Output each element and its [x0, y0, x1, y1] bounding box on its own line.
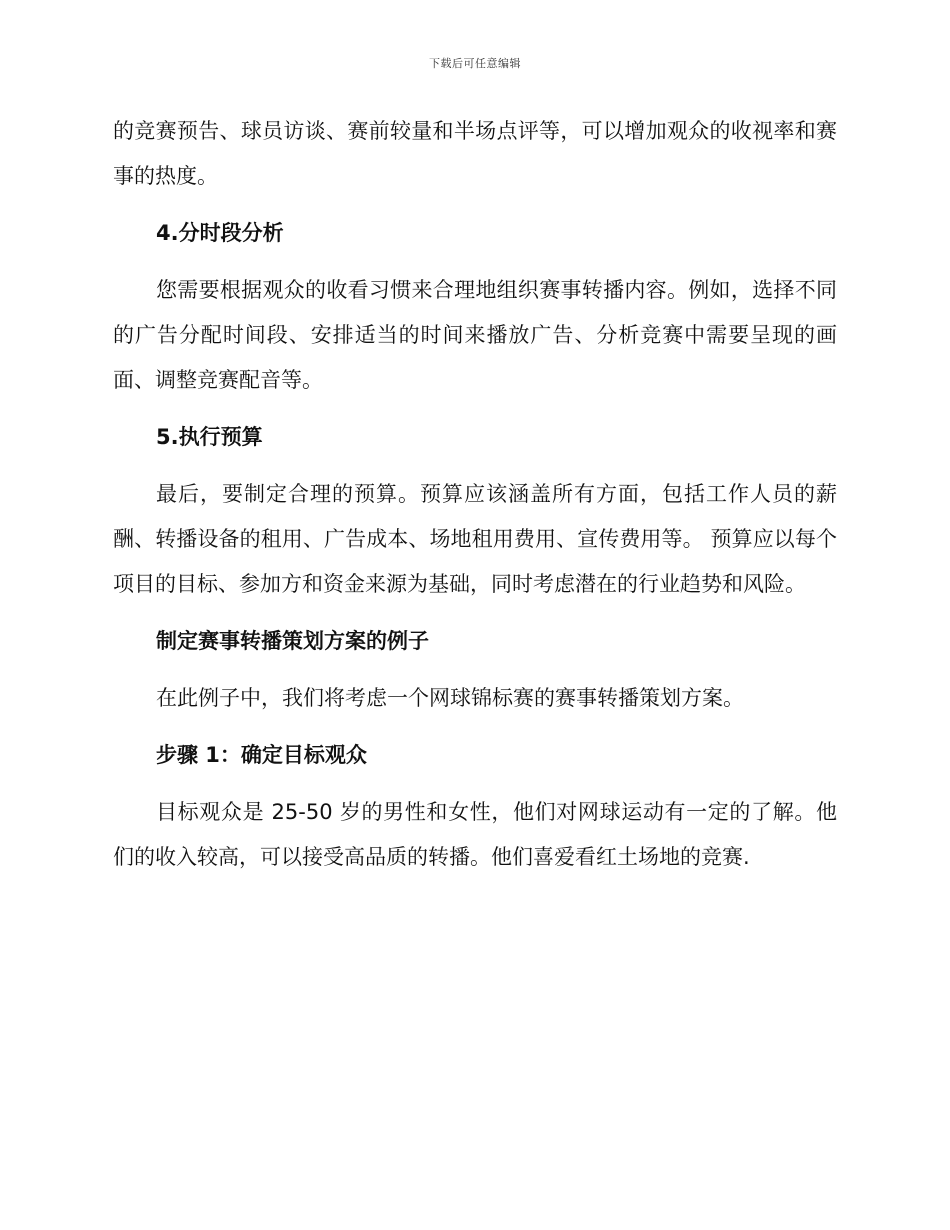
paragraph-budget: 最后，要制定合理的预算。预算应该涵盖所有方面，包括工作人员的薪酬、转播设备的租用、广告成本、场地租用费用、宣传费用等。 预算应以每个项目的目标、参加方和资金来源为基础，同时考虑潜在的行业趋势和风险。: [113, 482, 837, 596]
page-header-note: 下载后可任意编辑: [429, 57, 521, 70]
section-heading-time-slot-analysis: 4.分时段分析: [156, 221, 284, 245]
paragraph-continuation: 的竞赛预告、球员访谈、赛前较量和半场点评等，可以增加观众的收视率和赛事的热度。: [113, 119, 837, 188]
paragraph-target-audience: 目标观众是 25-50 岁的男性和女性，他们对网球运动有一定的了解。他们的收入较高，可以接受高品质的转播。他们喜爱看红土场地的竞赛.: [113, 800, 837, 869]
section-heading-budget: 5.执行预算: [156, 425, 263, 449]
document-body: [113, 109, 837, 880]
paragraph-example-intro: 在此例子中，我们将考虑一个网球锦标赛的赛事转播策划方案。: [156, 686, 744, 710]
paragraph-time-slot-analysis: 您需要根据观众的收看习惯来合理地组织赛事转播内容。例如，选择不同的广告分配时间段、安排适当的时间来播放广告、分析竞赛中需要呈现的画面、调整竞赛配音等。: [113, 278, 837, 392]
section-heading-step-1: 步骤 1：确定目标观众: [156, 743, 367, 767]
section-heading-example: 制定赛事转播策划方案的例子: [156, 629, 429, 653]
